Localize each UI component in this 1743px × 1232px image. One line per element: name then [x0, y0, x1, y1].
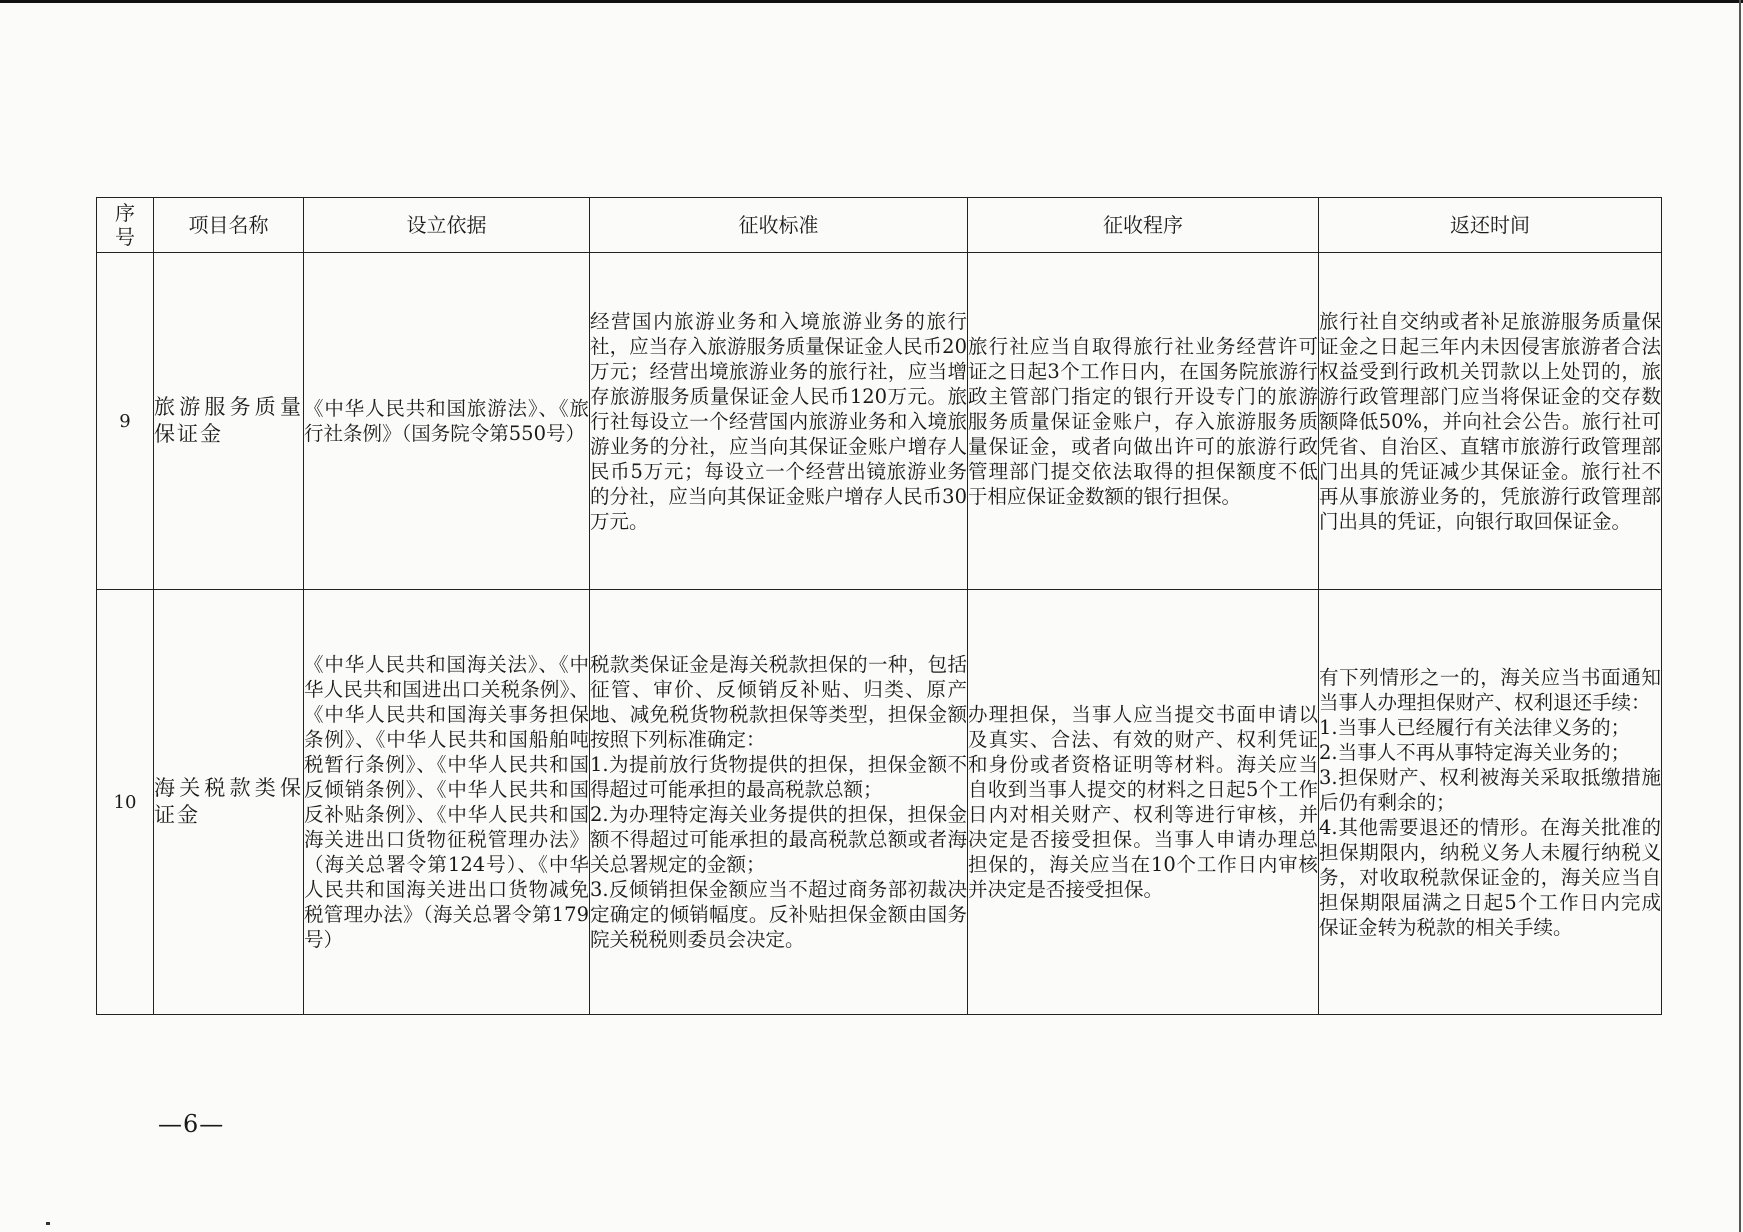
refund-line: 4.其他需要退还的情形。在海关批准的担保期限内，纳税义务人未履行纳税义务，对收取税款保证金的，海关应当自担保期限届满之日起5个工作日内完成保证金转为税款的相关手续。 [1319, 815, 1661, 939]
row-refund: 旅行社自交纳或者补足旅游服务质量保证金之日起三年内未因侵害旅游者合法权益受到行政机关罚款以上处罚的，旅游行政管理部门应当将保证金的交存数额降低50%，并向社会公告。旅行社可凭省、自治区、直辖市旅游行政管理部门出具的凭证减少其保证金。旅行社不再从事旅游业务的，凭旅游行政管理部门出具的凭证，向银行取回保证金。 [1319, 253, 1662, 590]
row-procedure: 办理担保，当事人应当提交书面申请以及真实、合法、有效的财产、权利凭证和身份或者资格证明等材料。海关应当自收到当事人提交的材料之日起5个工作日内对相关财产、权利等进行审核，并决定是否接受担保。当事人申请办理总担保的，海关应当在10个工作日内审核并决定是否接受担保。 [968, 590, 1319, 1015]
row-basis: 《中华人民共和国旅游法》、《旅行社条例》（国务院令第550号） [304, 253, 590, 590]
page-right-edge [1739, 0, 1741, 1232]
scan-speck [46, 1222, 50, 1225]
row-seq: 9 [97, 253, 154, 590]
header-refund: 返还时间 [1319, 198, 1662, 253]
standard-line: 1.为提前放行货物提供的担保，担保金额不得超过可能承担的最高税款总额； [590, 753, 967, 801]
standard-line: 2.为办理特定海关业务提供的担保，担保金额不得超过可能承担的最高税款总额或者海关总署规定的金额； [590, 803, 967, 876]
row-standard [590, 590, 968, 1015]
table-header-row [97, 198, 1662, 253]
table-row [97, 590, 1662, 1015]
refund-line: 3.担保财产、权利被海关采取抵缴措施后仍有剩余的； [1319, 765, 1661, 814]
row-name: 海关税款类保证金 [154, 590, 304, 1015]
standard-line: 3.反倾销担保金额应当不超过商务部初裁决定确定的倾销幅度。反补贴担保金额由国务院关税税则委员会决定。 [590, 878, 967, 951]
header-seq: 序号 [97, 198, 154, 253]
standard-line: 税款类保证金是海关税款担保的一种，包括征管、审价、反倾销反补贴、归类、原产地、减免税货物税款担保等类型，担保金额按照下列标准确定： [590, 653, 967, 751]
header-standard: 征收标准 [590, 198, 968, 253]
refund-line: 1.当事人已经履行有关法律义务的； [1319, 715, 1631, 739]
table-row [97, 253, 1662, 590]
row-standard: 经营国内旅游业务和入境旅游业务的旅行社，应当存入旅游服务质量保证金人民币20万元；经营出境旅游业务的旅行社，应当增存旅游服务质量保证金人民币120万元。旅行社每设立一个经营国内旅游业务和入境旅游业务的分社，应当向其保证金账户增存人民币5万元；每设立一个经营出镜旅游业务的分社，应当向其保证金账户增存人民币30万元。 [590, 253, 968, 590]
header-name: 项目名称 [154, 198, 304, 253]
row-procedure: 旅行社应当自取得旅行社业务经营许可证之日起3个工作日内，在国务院旅游行政主管部门指定的银行开设专门的旅游服务质量保证金账户，存入旅游服务质量保证金，或者向做出许可的旅游行政管理部门提交依法取得的担保额度不低于相应保证金数额的银行担保。 [968, 253, 1319, 590]
page-top-edge [0, 0, 1743, 3]
refund-line: 有下列情形之一的，海关应当书面通知当事人办理担保财产、权利退还手续： [1319, 665, 1661, 714]
row-seq: 10 [97, 590, 154, 1015]
page-number: —6— [158, 1110, 225, 1138]
row-name: 旅游服务质量保证金 [154, 253, 304, 590]
row-basis: 《中华人民共和国海关法》、《中华人民共和国进出口关税条例》、《中华人民共和国海关事务担保条例》、《中华人民共和国船舶吨税暂行条例》、《中华人民共和国反倾销条例》、《中华人民共和国反补贴条例》、《中华人民共和国海关进出口货物征税管理办法》（海关总署令第124号）、《中华人民共和国海关进出口货物减免税管理办法》（海关总署令第179号） [304, 590, 590, 1015]
refund-line: 2.当事人不再从事特定海关业务的； [1319, 740, 1631, 764]
row-refund [1319, 590, 1662, 1015]
header-basis: 设立依据 [304, 198, 590, 253]
fee-table [96, 197, 1662, 1015]
header-procedure: 征收程序 [968, 198, 1319, 253]
